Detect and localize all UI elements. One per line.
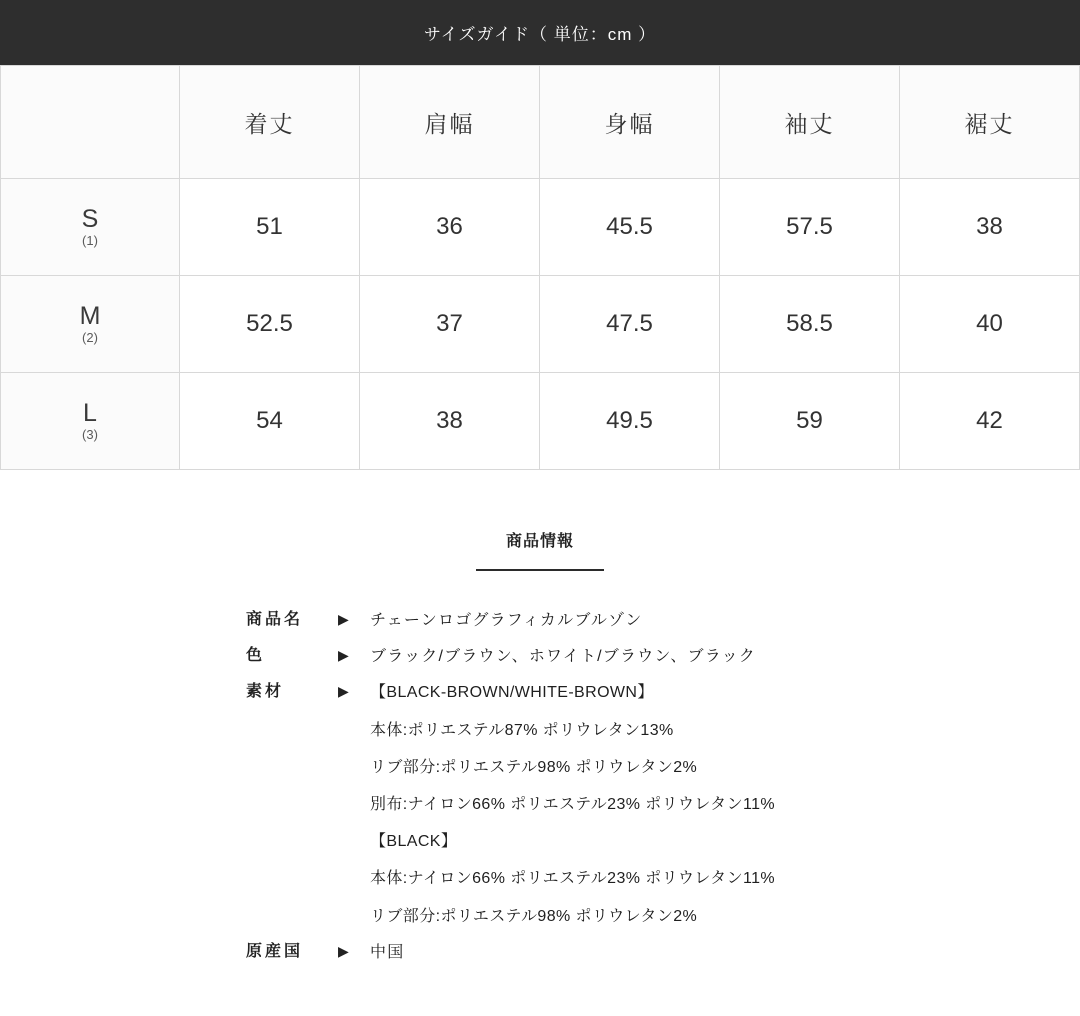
info-row-product-name bbox=[246, 609, 1080, 632]
info-label: 原産国 bbox=[246, 942, 304, 960]
info-value bbox=[370, 609, 642, 632]
size-sub: (1) bbox=[82, 233, 98, 249]
size-guide-table bbox=[0, 65, 1080, 470]
size-sub: (2) bbox=[82, 330, 98, 346]
info-value-line: 本体:ポリエステル87% ポリウレタン13% bbox=[370, 721, 674, 739]
row-size-label bbox=[1, 276, 180, 373]
info-value bbox=[370, 681, 775, 927]
arrow-right-icon: ▶ bbox=[338, 683, 349, 700]
product-info-list bbox=[0, 609, 1080, 964]
size-guide-table-body bbox=[1, 179, 1080, 470]
size-name: S bbox=[81, 205, 99, 234]
product-info-divider bbox=[476, 569, 604, 571]
table-row bbox=[1, 373, 1080, 470]
cell-chest: 47.5 bbox=[540, 276, 720, 373]
info-value-line: 【BLACK】 bbox=[370, 833, 458, 851]
size-guide-header bbox=[0, 0, 1080, 65]
cell-hem: 38 bbox=[900, 179, 1080, 276]
info-label: 素材 bbox=[246, 683, 285, 701]
info-value-line: ブラック/ブラウン、ホワイト/ブラウン、ブラック bbox=[370, 648, 757, 666]
cell-length: 52.5 bbox=[180, 276, 360, 373]
cell-hem: 40 bbox=[900, 276, 1080, 373]
info-row-origin bbox=[246, 941, 1080, 964]
column-header-sleeve: 袖丈 bbox=[720, 66, 900, 179]
column-header-blank bbox=[1, 66, 180, 179]
info-row-color bbox=[246, 645, 1080, 668]
size-sub: (3) bbox=[82, 427, 98, 443]
arrow-right-icon: ▶ bbox=[338, 942, 349, 959]
info-label: 商品名 bbox=[246, 611, 304, 628]
info-value-line: リブ部分:ポリエステル98% ポリウレタン2% bbox=[370, 907, 698, 925]
cell-chest: 49.5 bbox=[540, 373, 720, 470]
info-value-line: 【BLACK-BROWN/WHITE-BROWN】 bbox=[370, 684, 654, 702]
cell-shoulder: 38 bbox=[360, 373, 540, 470]
size-guide-table-head bbox=[1, 66, 1080, 179]
table-row bbox=[1, 179, 1080, 276]
cell-shoulder: 36 bbox=[360, 179, 540, 276]
cell-sleeve: 59 bbox=[720, 373, 900, 470]
cell-hem: 42 bbox=[900, 373, 1080, 470]
cell-shoulder: 37 bbox=[360, 276, 540, 373]
column-header-hem: 裾丈 bbox=[900, 66, 1080, 179]
info-value-line: 別布:ナイロン66% ポリエステル23% ポリウレタン11% bbox=[370, 795, 776, 813]
cell-length: 54 bbox=[180, 373, 360, 470]
column-header-length: 着丈 bbox=[180, 66, 360, 179]
column-header-chest: 身幅 bbox=[540, 66, 720, 179]
size-guide-section bbox=[0, 0, 1080, 470]
arrow-right-icon: ▶ bbox=[338, 647, 349, 664]
column-header-shoulder: 肩幅 bbox=[360, 66, 540, 179]
arrow-right-icon: ▶ bbox=[338, 611, 349, 627]
table-header-row bbox=[1, 66, 1080, 179]
size-guide-header-label: サイズガイド（ 単位：cm ） bbox=[423, 25, 657, 44]
cell-chest: 45.5 bbox=[540, 179, 720, 276]
size-name: L bbox=[83, 399, 97, 428]
product-info-section bbox=[0, 470, 1080, 964]
product-info-title: 商品情報 bbox=[505, 533, 574, 550]
row-size-label bbox=[1, 179, 180, 276]
info-row-material bbox=[246, 681, 1080, 927]
info-value bbox=[370, 941, 404, 964]
info-label: 色 bbox=[246, 647, 266, 665]
info-value-line: リブ部分:ポリエステル98% ポリウレタン2% bbox=[370, 758, 698, 776]
table-row bbox=[1, 276, 1080, 373]
info-value-line: 本体:ナイロン66% ポリエステル23% ポリウレタン11% bbox=[370, 870, 776, 888]
info-value-line: 中国 bbox=[370, 943, 405, 961]
cell-length: 51 bbox=[180, 179, 360, 276]
size-name: M bbox=[79, 302, 101, 331]
row-size-label bbox=[1, 373, 180, 470]
info-value bbox=[370, 645, 756, 668]
cell-sleeve: 57.5 bbox=[720, 179, 900, 276]
cell-sleeve: 58.5 bbox=[720, 276, 900, 373]
info-value-line: チェーンロゴグラフィカルブルゾン bbox=[370, 612, 643, 629]
